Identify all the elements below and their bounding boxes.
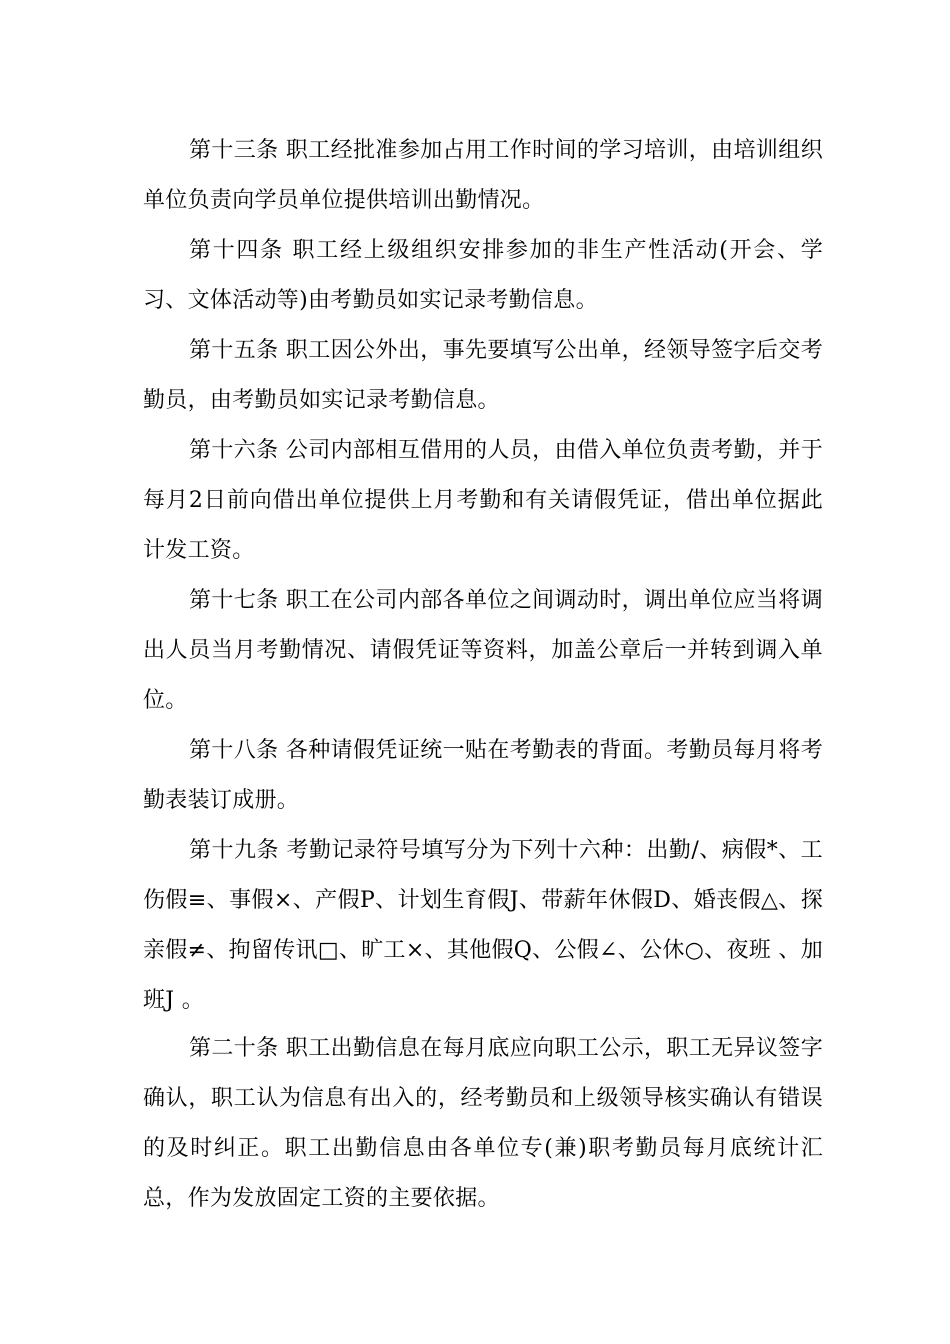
article-19-paragraph: 第十九条 考勤记录符号填写分为下列十六种：出勤/、病假*、工伤假≡、事假×、产假P、计划生育假J、带薪年休假D、婚丧假△、探亲假≠、拘留传讯□、旷工×、其他假Q、公假∠、公休○、夜班 、加班J 。 — [143, 838, 823, 1013]
article-17-paragraph: 第十七条 职工在公司内部各单位之间调动时，调出单位应当将调出人员当月考勤情况、请假凭证等资料，加盖公章后一并转到调入单位。 — [143, 588, 823, 713]
article-18-paragraph: 第十八条 各种请假凭证统一贴在考勤表的背面。考勤员每月将考勤表装订成册。 — [143, 738, 823, 813]
article-20-paragraph: 第二十条 职工出勤信息在每月底应向职工公示，职工无异议签字确认，职工认为信息有出入的，经考勤员和上级领导核实确认有错误的及时纠正。职工出勤信息由各单位专(兼)职考勤员每月底统计汇总，作为发放固定工资的主要依据。 — [143, 1036, 823, 1211]
article-16-paragraph: 第十六条 公司内部相互借用的人员，由借入单位负责考勤，并于每月2日前向借出单位提供上月考勤和有关请假凭证，借出单位据此计发工资。 — [143, 438, 823, 563]
article-15-paragraph: 第十五条 职工因公外出，事先要填写公出单，经领导签字后交考勤员，由考勤员如实记录考勤信息。 — [143, 338, 823, 413]
article-14-paragraph: 第十四条 职工经上级组织安排参加的非生产性活动(开会、学习、文体活动等)由考勤员如实记录考勤信息。 — [143, 238, 823, 313]
article-13-paragraph: 第十三条 职工经批准参加占用工作时间的学习培训，由培训组织单位负责向学员单位提供培训出勤情况。 — [143, 138, 823, 213]
